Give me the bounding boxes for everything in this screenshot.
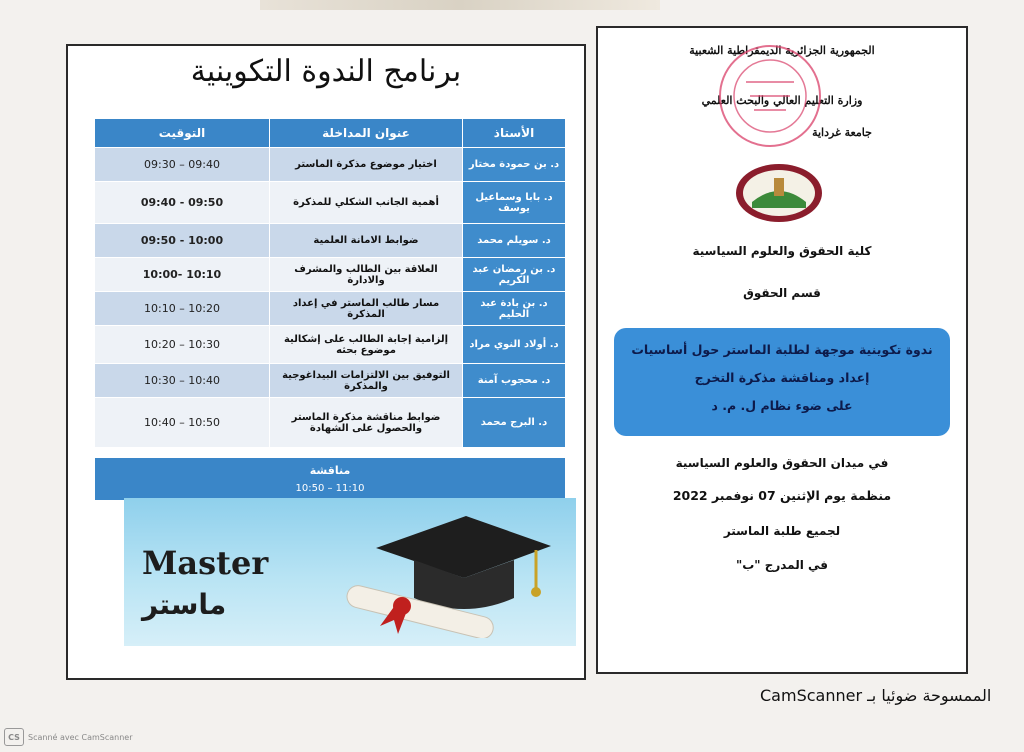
table-row <box>95 148 566 182</box>
header-time: التوقيت <box>95 119 270 148</box>
camscanner-watermark <box>4 728 133 746</box>
row-professor: د. سويلم محمد <box>463 224 566 258</box>
schedule-header-row <box>95 119 566 148</box>
header-professor: الأستاذ <box>463 119 566 148</box>
discussion-label: مناقشة <box>309 464 351 477</box>
row-time: 09:40 - 09:50 <box>95 182 270 224</box>
row-topic: ضوابط الامانة العلمية <box>270 224 463 258</box>
scan-top-strip <box>260 0 660 10</box>
event-date: منظمة يوم الإثنين 07 نوفمبر 2022 <box>672 488 892 503</box>
camscanner-caption: الممسوحة ضوئيا بـ CamScanner <box>760 686 992 705</box>
row-topic: التوفيق بين الالتزامات البيداغوجية والمذكرة <box>270 364 463 398</box>
department-name: قسم الحقوق <box>743 286 821 300</box>
row-professor: د. محجوب آمنة <box>463 364 566 398</box>
row-professor: د. بن حمودة مختار <box>463 148 566 182</box>
header-topic: عنوان المداخلة <box>270 119 463 148</box>
graduation-cap-icon <box>336 508 566 638</box>
faculty-name: كلية الحقوق والعلوم السياسية <box>692 244 872 258</box>
header-line-ministry: وزارة التعليم العالي والبحث العلمي <box>701 94 863 107</box>
header-line-republic: الجمهورية الجزائرية الديمقراطية الشعبية <box>689 44 875 57</box>
row-topic: العلاقة بين الطالب والمشرف والادارة <box>270 258 463 292</box>
row-topic: إلزامية إجابة الطالب على إشكالية موضوع بحثه <box>270 326 463 364</box>
schedule-table <box>94 118 566 448</box>
table-row <box>95 182 566 224</box>
row-topic: مسار طالب الماستر في إعداد المذكرة <box>270 292 463 326</box>
event-title-line: ندوة تكوينية موجهة لطلبة الماستر حول أساسيات <box>631 342 933 357</box>
row-professor: د. أولاد النوي مراد <box>463 326 566 364</box>
table-row <box>95 326 566 364</box>
master-english-text: Master <box>142 544 269 582</box>
row-professor: د. بن بادة عبد الحليم <box>463 292 566 326</box>
discussion-row <box>94 457 566 501</box>
table-row <box>95 364 566 398</box>
university-emblem-icon <box>734 162 824 224</box>
discussion-time: 10:50 – 11:10 <box>295 483 365 494</box>
row-time: 09:50 - 10:00 <box>95 224 270 258</box>
row-topic: أهمية الجانب الشكلي للمذكرة <box>270 182 463 224</box>
event-title-line: على ضوء نظام ل. م. د <box>711 398 853 413</box>
row-time: 10:10 – 10:20 <box>95 292 270 326</box>
event-title-box <box>614 328 950 436</box>
row-time: 09:30 – 09:40 <box>95 148 270 182</box>
camscanner-watermark-text: Scanné avec CamScanner <box>28 732 133 742</box>
row-professor: د. بابا وسماعيل يوسف <box>463 182 566 224</box>
table-row <box>95 224 566 258</box>
event-field: في ميدان الحقوق والعلوم السياسية <box>675 456 889 470</box>
table-row <box>95 292 566 326</box>
row-professor: د. البرج محمد <box>463 398 566 448</box>
master-arabic-text: ماستر <box>142 588 227 621</box>
row-time: 10:00- 10:10 <box>95 258 270 292</box>
camscanner-logo-icon: CS <box>4 728 24 746</box>
program-panel <box>66 44 586 680</box>
row-topic: ضوابط مناقشة مذكرة الماستر والحصول على الشهادة <box>270 398 463 448</box>
program-title: برنامج الندوة التكوينية <box>190 54 462 89</box>
event-audience: لجميع طلبة الماستر <box>723 524 841 538</box>
event-title-line: إعداد ومناقشة مذكرة التخرج <box>694 370 870 385</box>
event-venue: في المدرج "ب" <box>735 558 829 572</box>
row-topic: اختيار موضوع مذكرة الماستر <box>270 148 463 182</box>
row-professor: د. بن رمضان عبد الكريم <box>463 258 566 292</box>
master-banner <box>124 498 576 646</box>
university-stamp-icon <box>716 42 824 150</box>
row-time: 10:40 – 10:50 <box>95 398 270 448</box>
header-line-university: جامعة غرداية <box>812 126 872 139</box>
cover-panel <box>596 26 968 674</box>
table-row <box>95 258 566 292</box>
row-time: 10:20 – 10:30 <box>95 326 270 364</box>
table-row <box>95 398 566 448</box>
row-time: 10:30 – 10:40 <box>95 364 270 398</box>
